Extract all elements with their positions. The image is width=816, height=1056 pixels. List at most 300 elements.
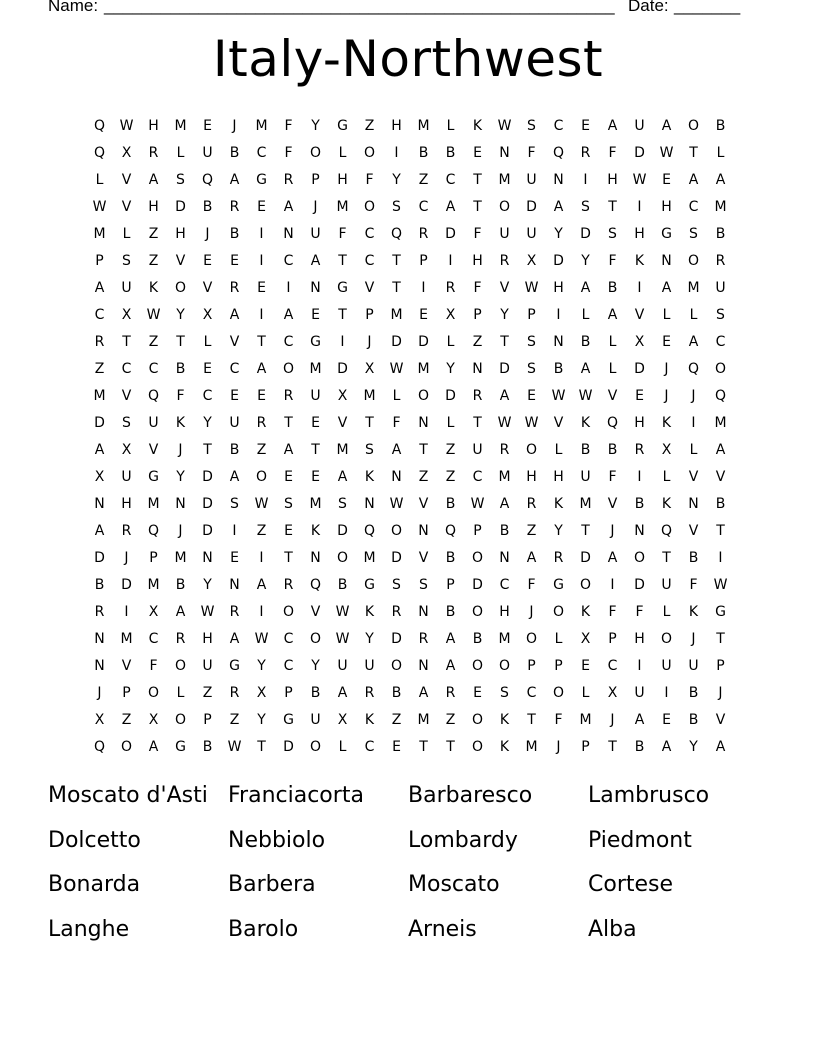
grid-letter: R	[364, 684, 375, 701]
grid-letter: V	[499, 279, 510, 296]
grid-letter: C	[607, 657, 618, 674]
grid-letter: F	[284, 144, 293, 161]
grid-letter: U	[337, 657, 348, 674]
grid-letter: O	[714, 360, 727, 377]
grid-letter: A	[256, 576, 267, 593]
grid-letter: R	[94, 603, 105, 620]
grid-letter: R	[283, 576, 294, 593]
grid-letter: N	[472, 360, 483, 377]
grid-letter: T	[446, 738, 455, 755]
grid-letter: D	[634, 576, 645, 593]
grid-letter: F	[689, 576, 698, 593]
grid-letter: C	[148, 630, 159, 647]
grid-letter: M	[687, 279, 700, 296]
grid-letter: W	[335, 630, 350, 647]
grid-letter: V	[202, 279, 213, 296]
grid-letter: S	[392, 576, 401, 593]
grid-letter: Y	[176, 306, 185, 323]
grid-letter: S	[527, 333, 536, 350]
grid-letter: O	[309, 738, 322, 755]
grid-letter: X	[580, 630, 591, 647]
grid-letter: J	[664, 360, 669, 377]
grid-letter: L	[446, 117, 455, 134]
grid-letter: F	[608, 252, 617, 269]
grid-letter: P	[581, 738, 590, 755]
grid-letter: X	[202, 306, 213, 323]
grid-letter: B	[499, 522, 510, 539]
grid-letter: L	[554, 441, 563, 458]
grid-letter: U	[526, 171, 537, 188]
grid-letter: E	[284, 522, 293, 539]
grid-letter: Q	[660, 522, 673, 539]
grid-letter: W	[578, 387, 593, 404]
grid-letter: H	[391, 117, 402, 134]
grid-letter: J	[529, 603, 534, 620]
grid-letter: Q	[444, 522, 457, 539]
grid-letter: W	[389, 360, 404, 377]
grid-letter: M	[147, 495, 160, 512]
grid-letter: D	[472, 576, 483, 593]
grid-letter: Z	[148, 333, 159, 350]
grid-letter: O	[552, 684, 565, 701]
grid-letter: W	[524, 279, 539, 296]
grid-letter: D	[202, 495, 213, 512]
grid-letter: R	[229, 684, 240, 701]
grid-letter: C	[283, 630, 294, 647]
grid-letter: F	[176, 387, 185, 404]
grid-letter: A	[661, 738, 672, 755]
grid-letter: B	[715, 495, 726, 512]
grid-letter: E	[230, 549, 239, 566]
grid-letter: D	[202, 522, 213, 539]
grid-letter: V	[121, 387, 132, 404]
grid-letter: X	[337, 711, 348, 728]
grid-letter: A	[337, 468, 348, 485]
grid-letter: P	[95, 252, 104, 269]
grid-letter: H	[634, 225, 645, 242]
grid-letter: D	[580, 549, 591, 566]
grid-letter: B	[229, 225, 240, 242]
grid-letter: Z	[472, 333, 483, 350]
grid-letter: L	[392, 387, 401, 404]
grid-letter: T	[365, 414, 374, 431]
word-bank-item: Nebbiolo	[228, 827, 326, 853]
grid-letter: V	[418, 549, 429, 566]
grid-letter: T	[500, 333, 509, 350]
grid-letter: A	[445, 198, 456, 215]
grid-letter: R	[715, 252, 726, 269]
grid-letter: R	[418, 225, 429, 242]
grid-letter: Z	[445, 468, 456, 485]
grid-letter: T	[392, 279, 401, 296]
grid-letter: E	[230, 387, 239, 404]
grid-letter: Z	[256, 441, 267, 458]
grid-letter: O	[120, 738, 133, 755]
grid-letter: Y	[176, 468, 185, 485]
grid-letter: U	[229, 414, 240, 431]
grid-letter: S	[608, 225, 617, 242]
grid-letter: W	[470, 495, 485, 512]
grid-letter: G	[229, 657, 240, 674]
grid-letter: R	[418, 630, 429, 647]
grid-letter: V	[607, 387, 618, 404]
grid-letter: E	[284, 468, 293, 485]
grid-letter: A	[661, 117, 672, 134]
grid-letter: A	[580, 360, 591, 377]
grid-letter: N	[310, 279, 321, 296]
grid-letter: E	[257, 387, 266, 404]
grid-letter: N	[94, 657, 105, 674]
grid-letter: L	[446, 333, 455, 350]
grid-letter: B	[418, 144, 429, 161]
grid-letter: M	[579, 711, 592, 728]
grid-letter: K	[364, 711, 375, 728]
grid-letter: S	[365, 441, 374, 458]
grid-letter: W	[254, 630, 269, 647]
grid-letter: O	[471, 603, 484, 620]
grid-letter: D	[445, 225, 456, 242]
grid-letter: O	[498, 198, 511, 215]
grid-letter: Y	[554, 522, 563, 539]
grid-letter: H	[661, 198, 672, 215]
grid-letter: P	[473, 306, 482, 323]
grid-letter: I	[637, 279, 642, 296]
name-field-line[interactable]: ______________________________________________________	[104, 0, 615, 15]
grid-letter: R	[553, 549, 564, 566]
grid-letter: D	[499, 360, 510, 377]
grid-letter: A	[634, 711, 645, 728]
grid-letter: N	[688, 495, 699, 512]
grid-letter: X	[94, 468, 105, 485]
grid-letter: I	[718, 549, 723, 566]
grid-letter: R	[256, 414, 267, 431]
grid-letter: E	[311, 414, 320, 431]
grid-letter: N	[364, 495, 375, 512]
grid-letter: A	[715, 171, 726, 188]
grid-letter: B	[229, 144, 240, 161]
grid-letter: S	[176, 171, 185, 188]
word-bank-item: Barolo	[228, 916, 299, 942]
grid-letter: Z	[256, 522, 267, 539]
grid-letter: B	[445, 144, 456, 161]
grid-letter: O	[174, 711, 187, 728]
grid-letter: D	[391, 333, 402, 350]
grid-letter: W	[659, 144, 674, 161]
grid-letter: E	[392, 738, 401, 755]
grid-letter: Q	[147, 387, 160, 404]
grid-letter: J	[664, 387, 669, 404]
grid-letter: T	[689, 144, 698, 161]
grid-letter: N	[499, 144, 510, 161]
grid-letter: U	[661, 576, 672, 593]
word-bank-item: Lombardy	[408, 827, 518, 853]
grid-letter: N	[418, 522, 429, 539]
grid-letter: O	[471, 549, 484, 566]
grid-letter: K	[634, 252, 645, 269]
grid-letter: D	[94, 414, 105, 431]
grid-letter: B	[607, 279, 618, 296]
grid-letter: Y	[203, 576, 212, 593]
grid-letter: Q	[552, 144, 565, 161]
grid-letter: U	[121, 279, 132, 296]
grid-letter: H	[148, 198, 159, 215]
grid-letter: C	[553, 117, 564, 134]
grid-letter: E	[662, 711, 671, 728]
grid-letter: W	[92, 198, 107, 215]
grid-letter: D	[634, 144, 645, 161]
date-field-line[interactable]: _______	[674, 0, 741, 15]
word-bank-item: Arneis	[408, 916, 477, 942]
grid-letter: E	[473, 684, 482, 701]
grid-letter: N	[418, 657, 429, 674]
grid-letter: A	[715, 738, 726, 755]
grid-letter: R	[229, 198, 240, 215]
grid-letter: R	[283, 387, 294, 404]
grid-letter: B	[445, 549, 456, 566]
grid-letter: D	[526, 198, 537, 215]
grid-letter: B	[445, 495, 456, 512]
grid-letter: Q	[147, 522, 160, 539]
grid-letter: I	[286, 279, 291, 296]
grid-letter: F	[473, 279, 482, 296]
grid-letter: M	[363, 387, 376, 404]
grid-letter: J	[205, 225, 210, 242]
grid-letter: V	[688, 522, 699, 539]
grid-letter: N	[94, 630, 105, 647]
grid-letter: M	[147, 576, 160, 593]
grid-letter: H	[634, 630, 645, 647]
grid-letter: P	[554, 657, 563, 674]
grid-letter: I	[637, 657, 642, 674]
grid-letter: A	[148, 171, 159, 188]
grid-letter: B	[202, 198, 213, 215]
grid-letter: X	[526, 252, 537, 269]
grid-letter: O	[552, 603, 565, 620]
grid-letter: N	[283, 225, 294, 242]
grid-letter: E	[257, 198, 266, 215]
grid-letter: F	[149, 657, 158, 674]
grid-letter: O	[579, 576, 592, 593]
grid-letter: A	[445, 657, 456, 674]
grid-letter: T	[338, 306, 347, 323]
grid-letter: V	[607, 495, 618, 512]
grid-letter: M	[498, 468, 511, 485]
grid-letter: N	[310, 549, 321, 566]
grid-letter: P	[122, 684, 131, 701]
grid-letter: W	[497, 414, 512, 431]
grid-letter: I	[664, 684, 669, 701]
grid-letter: K	[175, 414, 186, 431]
grid-letter: W	[119, 117, 134, 134]
grid-letter: N	[202, 549, 213, 566]
grid-letter: R	[175, 630, 186, 647]
grid-letter: P	[527, 657, 536, 674]
grid-letter: M	[579, 495, 592, 512]
grid-letter: R	[283, 171, 294, 188]
grid-letter: O	[390, 522, 403, 539]
grid-letter: L	[689, 306, 698, 323]
grid-letter: N	[634, 522, 645, 539]
grid-letter: T	[716, 522, 725, 539]
grid-letter: P	[473, 522, 482, 539]
grid-letter: A	[283, 198, 294, 215]
grid-letter: M	[498, 630, 511, 647]
grid-letter: F	[608, 603, 617, 620]
grid-letter: X	[94, 711, 105, 728]
grid-letter: X	[121, 441, 132, 458]
grid-letter: L	[662, 306, 671, 323]
grid-letter: N	[553, 333, 564, 350]
grid-letter: T	[257, 738, 266, 755]
grid-letter: C	[526, 684, 537, 701]
grid-letter: V	[121, 198, 132, 215]
grid-letter: T	[473, 414, 482, 431]
grid-letter: P	[203, 711, 212, 728]
grid-letter: S	[338, 495, 347, 512]
grid-letter: C	[283, 252, 294, 269]
grid-letter: D	[391, 549, 402, 566]
grid-letter: F	[527, 576, 536, 593]
grid-letter: D	[634, 360, 645, 377]
grid-letter: V	[715, 468, 726, 485]
grid-letter: V	[553, 414, 564, 431]
grid-letter: Z	[94, 360, 105, 377]
grid-letter: A	[499, 495, 510, 512]
grid-letter: D	[283, 738, 294, 755]
grid-letter: Q	[606, 414, 619, 431]
grid-letter: Z	[445, 441, 456, 458]
grid-letter: M	[714, 198, 727, 215]
grid-letter: M	[93, 225, 106, 242]
grid-letter: O	[282, 603, 295, 620]
grid-letter: H	[553, 468, 564, 485]
grid-letter: W	[713, 576, 728, 593]
grid-letter: O	[309, 144, 322, 161]
grid-letter: O	[498, 657, 511, 674]
grid-letter: J	[367, 333, 372, 350]
grid-letter: G	[715, 603, 726, 620]
grid-letter: A	[229, 468, 240, 485]
grid-letter: U	[472, 441, 483, 458]
grid-letter: I	[259, 252, 264, 269]
grid-letter: B	[337, 576, 348, 593]
grid-letter: P	[149, 549, 158, 566]
grid-letter: Q	[201, 171, 214, 188]
grid-letter: T	[473, 171, 482, 188]
word-bank	[48, 780, 768, 958]
grid-letter: C	[364, 225, 375, 242]
grid-letter: T	[284, 549, 293, 566]
grid-letter: K	[580, 414, 591, 431]
grid-letter: B	[202, 738, 213, 755]
grid-letter: R	[580, 144, 591, 161]
grid-letter: C	[121, 360, 132, 377]
grid-letter: X	[256, 684, 267, 701]
grid-letter: E	[581, 117, 590, 134]
grid-letter: E	[581, 657, 590, 674]
grid-letter: O	[525, 441, 538, 458]
grid-letter: Z	[229, 711, 240, 728]
grid-letter: M	[363, 549, 376, 566]
grid-letter: J	[610, 522, 615, 539]
word-bank-item: Dolcetto	[48, 827, 141, 853]
grid-letter: L	[581, 306, 590, 323]
page-title: Italy-Northwest	[212, 30, 604, 88]
grid-letter: A	[175, 603, 186, 620]
grid-letter: D	[580, 225, 591, 242]
grid-letter: U	[364, 657, 375, 674]
grid-letter: Q	[93, 144, 106, 161]
grid-letter: X	[445, 306, 456, 323]
grid-letter: K	[499, 738, 510, 755]
grid-letter: A	[607, 549, 618, 566]
grid-letter: S	[581, 198, 590, 215]
grid-letter: L	[338, 738, 347, 755]
grid-letter: V	[148, 441, 159, 458]
grid-letter: E	[527, 387, 536, 404]
grid-letter: X	[607, 684, 618, 701]
grid-letter: V	[418, 495, 429, 512]
grid-letter: L	[608, 333, 617, 350]
grid-letter: L	[122, 225, 131, 242]
grid-letter: T	[176, 333, 185, 350]
grid-letter: E	[473, 144, 482, 161]
grid-letter: Y	[257, 657, 266, 674]
grid-letter: E	[311, 306, 320, 323]
grid-letter: P	[365, 306, 374, 323]
grid-letter: I	[448, 252, 453, 269]
grid-letter: C	[688, 198, 699, 215]
grid-letter: D	[175, 198, 186, 215]
grid-letter: O	[471, 711, 484, 728]
grid-letter: M	[525, 738, 538, 755]
grid-letter: A	[256, 360, 267, 377]
grid-letter: I	[556, 306, 561, 323]
grid-letter: O	[417, 387, 430, 404]
grid-letter: M	[390, 306, 403, 323]
grid-letter: L	[176, 684, 185, 701]
grid-letter: A	[229, 630, 240, 647]
grid-letter: U	[499, 225, 510, 242]
grid-letter: U	[310, 225, 321, 242]
grid-letter: L	[203, 333, 212, 350]
grid-letter: Q	[390, 225, 403, 242]
grid-letter: B	[580, 441, 591, 458]
grid-letter: X	[148, 603, 159, 620]
grid-letter: W	[335, 603, 350, 620]
grid-letter: M	[336, 441, 349, 458]
grid-letter: A	[715, 441, 726, 458]
grid-letter: Q	[93, 738, 106, 755]
grid-letter: B	[553, 360, 564, 377]
grid-letter: L	[176, 144, 185, 161]
grid-letter: Q	[93, 117, 106, 134]
grid-letter: X	[634, 333, 645, 350]
grid-letter: N	[391, 468, 402, 485]
grid-letter: Y	[689, 738, 698, 755]
grid-letter: K	[310, 522, 321, 539]
grid-letter: C	[364, 738, 375, 755]
grid-letter: O	[471, 738, 484, 755]
grid-letter: Z	[391, 711, 402, 728]
grid-letter: V	[715, 711, 726, 728]
grid-letter: H	[175, 225, 186, 242]
grid-letter: X	[364, 360, 375, 377]
grid-letter: K	[148, 279, 159, 296]
grid-letter: L	[446, 414, 455, 431]
grid-letter: P	[284, 684, 293, 701]
grid-letter: K	[499, 711, 510, 728]
